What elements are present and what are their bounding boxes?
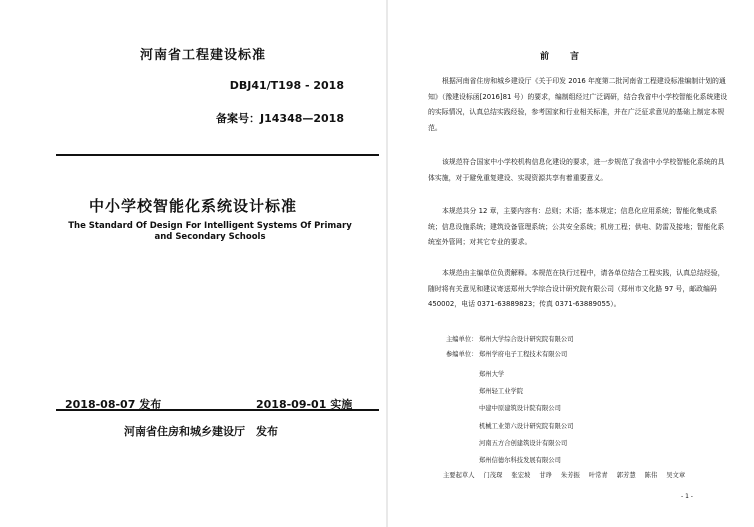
standard-class: 河南省工程建设标准: [140, 48, 267, 63]
participant-unit: 河南五方合创建筑设计有限公司: [479, 439, 568, 447]
drafter-name: 朱芳振: [560, 472, 580, 479]
title-english: The Standard Of Design For Intelligent Systems Of Primary and Secondary Schools: [68, 221, 352, 242]
participant-unit-row: [446, 349, 567, 361]
drafter-name: 门茂琛: [483, 472, 503, 479]
drafter-name: 陈伟: [644, 472, 658, 479]
participant-unit: 中建中原建筑设计院有限公司: [479, 405, 561, 413]
preface-page: [388, 0, 754, 527]
implementation-date: 2018-09-01 实施: [256, 398, 353, 411]
drafters-row: [443, 470, 692, 479]
drafter-name: 郭芳慧: [616, 472, 636, 479]
chief-unit: 郑州大学综合设计研究院有限公司: [479, 336, 574, 343]
bottom-divider: [56, 409, 379, 411]
participant-unit: 机械工业第六设计研究院有限公司: [479, 422, 574, 430]
page-number: - 1 -: [681, 493, 693, 500]
participant-unit: 郑州大学: [479, 371, 505, 378]
preface-paragraph-3: 本规范共分 12 章，主要内容有：总则；术语；基本规定；信息化应用系统；智能化集成系统；信息设施系统；建筑设备管理系统；公共安全系统；机房工程；供电、防雷及接地；智能化系统室外管网；对其它专业的要求。: [428, 207, 725, 247]
chief-unit-label: 主编单位：: [446, 336, 478, 343]
drafter-name: 张宏坡: [511, 472, 531, 479]
top-divider: [56, 154, 379, 156]
publisher: 河南省住房和城乡建设厅 发布: [124, 425, 278, 438]
standard-number: DBJ41/T198 - 2018: [229, 79, 344, 92]
drafter-name: 叶常青: [588, 472, 608, 479]
title-chinese: 中小学校智能化系统设计标准: [88, 197, 297, 215]
preface-paragraph-4: 本规范由主编单位负责解释。本规范在执行过程中，请各单位结合工程实践，认真总结经验，随时将有关意见和建议寄送郑州大学综合设计研究院有限公司（郑州市文化路 97 号，邮政编码 450002，电话 0371-63889823；传真 0371-63889055）。: [428, 269, 725, 309]
participant-unit: 郑州轻工业学院: [479, 388, 524, 396]
drafters-label: 主要起草人: [443, 472, 475, 479]
participant-unit-first: 郑州学府电子工程技术有限公司: [479, 351, 568, 358]
issue-date: 2018-08-07 发布: [65, 398, 162, 411]
preface-paragraph-2: 该规范符合国家中小学校机构信息化建设的要求，进一步规范了我省中小学校智能化系统的具体实施，对于避免重复建设、实现资源共享有着重要意义。: [428, 158, 725, 182]
participant-unit-label: 参编单位：: [446, 351, 478, 358]
record-number: 备案号：J14348—2018: [216, 112, 344, 125]
chief-unit-row: [446, 334, 573, 346]
participant-unit-list: [479, 366, 573, 469]
drafter-name: 甘琤: [539, 472, 552, 479]
participant-unit: 郑州信德尔科技发展有限公司: [479, 457, 561, 465]
preface-title: 前 言: [540, 52, 586, 62]
drafter-name: 吴文章: [666, 472, 686, 479]
preface-paragraph-1: 根据河南省住房和城乡建设厅《关于印发 2016 年度第二批河南省工程建设标准编制计划的通知》（豫建设标函[2016]81 号）的要求，编制组经过广泛调研，结合我省中小学校智能化系统建设的实际情况，认真总结实践经验，参考国家和行业相关标准，并在广泛征求意见的基础上制定本规范。: [428, 77, 728, 132]
